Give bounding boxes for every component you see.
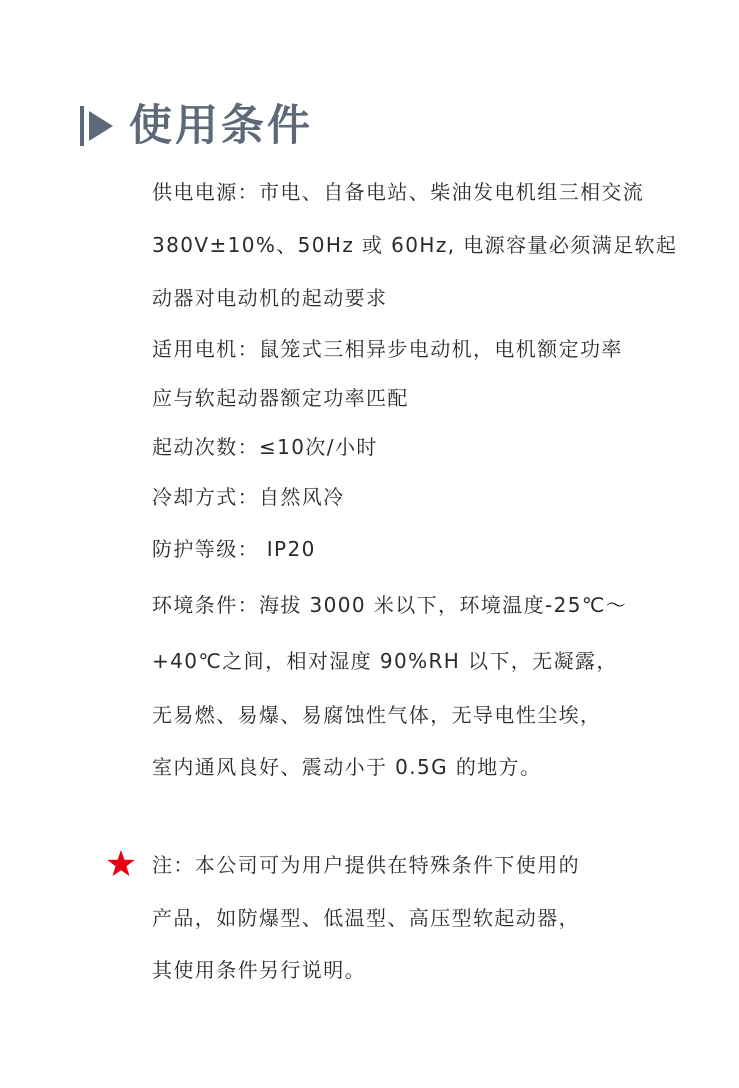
environment-line-4: 室内通风良好、震动小于 0.5G 的地方。 [152,755,542,779]
note-line-2: 产品，如防爆型、低温型、高压型软起动器， [152,906,580,930]
note-line-1: 注：本公司可为用户提供在特殊条件下使用的 [152,853,580,877]
environment-line-1: 环境条件：海拔 3000 米以下，环境温度-25℃～ [152,593,628,617]
heading-triangle-icon [89,111,113,141]
protection-line: 防护等级： IP20 [152,537,316,561]
power-supply-line-2: 380V±10%、50Hz 或 60Hz, 电源容量必须满足软起 [152,233,678,257]
start-count-line: 起动次数：≤10次/小时 [152,435,378,459]
power-supply-line-3: 动器对电动机的起动要求 [152,286,388,310]
cooling-line: 冷却方式：自然风冷 [152,485,345,509]
environment-line-3: 无易燃、易爆、易腐蚀性气体，无导电性尘埃， [152,703,602,727]
section-heading [80,100,313,152]
environment-line-2: +40℃之间，相对湿度 90%RH 以下，无凝露， [152,649,618,673]
motor-line-1: 适用电机：鼠笼式三相异步电动机，电机额定功率 [152,337,623,361]
heading-bar-icon [80,106,84,146]
note-line-3: 其使用条件另行说明。 [152,958,366,982]
motor-line-2: 应与软起动器额定功率匹配 [152,386,409,410]
star-icon [106,849,136,879]
page-title: 使用条件 [129,101,313,151]
power-supply-line-1: 供电电源：市电、自备电站、柴油发电机组三相交流 [152,180,645,204]
